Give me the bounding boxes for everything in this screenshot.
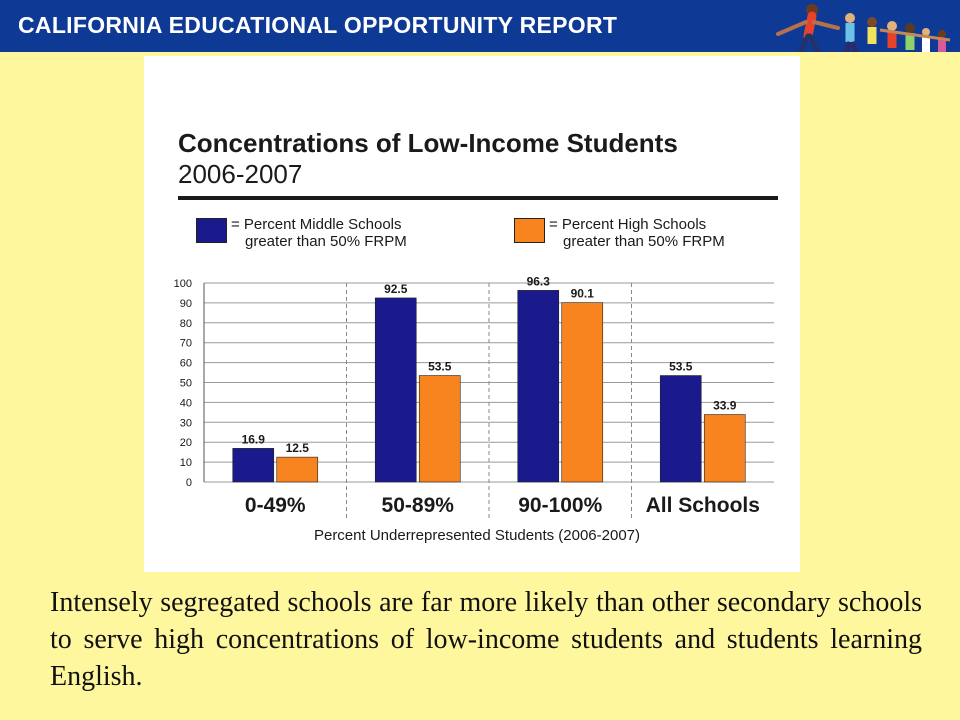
- x-category-label: All Schools: [645, 494, 760, 517]
- bar-high: [277, 457, 318, 482]
- caption-text: Intensely segregated schools are far more likely than other secondary schools to serve high concentrations of low-income students and students learning English.: [50, 587, 922, 692]
- header-banner: [0, 0, 960, 52]
- bar-value-label: 12.5: [285, 441, 309, 456]
- bar-chart: [144, 56, 800, 572]
- legend-label-middle: = Percent Middle Schools: [231, 216, 402, 233]
- chart-title: Concentrations of Low-Income Students: [178, 128, 678, 158]
- y-tick-label: 0: [185, 477, 192, 489]
- legend-label-high: = Percent High Schools: [549, 216, 707, 233]
- bar-value-label: 92.5: [384, 281, 408, 296]
- bar-value-label: 53.5: [669, 359, 693, 374]
- y-tick-label: 50: [179, 377, 192, 390]
- legend-label-high-line2: greater than 50% FRPM: [563, 233, 725, 250]
- bar-high: [562, 303, 603, 482]
- bar-value-label: 53.5: [428, 359, 452, 374]
- y-tick-label: 30: [179, 417, 192, 430]
- y-tick-label: 90: [179, 297, 192, 310]
- bar-middle: [660, 376, 701, 482]
- bar-value-label: 90.1: [570, 286, 594, 301]
- y-tick-label: 100: [173, 278, 192, 290]
- chart-subtitle: 2006-2007: [178, 159, 303, 189]
- bar-value-label: 16.9: [241, 432, 265, 447]
- report-title: CALIFORNIA EDUCATIONAL OPPORTUNITY REPORT: [18, 12, 618, 38]
- bar-middle: [233, 448, 274, 482]
- x-axis-title: Percent Underrepresented Students (2006-2007): [313, 527, 641, 544]
- legend-label-middle-line2: greater than 50% FRPM: [245, 233, 407, 250]
- y-tick-label: 70: [179, 337, 192, 350]
- x-category-label: 90-100%: [518, 494, 603, 517]
- bar-high: [419, 376, 460, 482]
- y-tick-label: 60: [179, 357, 192, 370]
- y-tick-label: 10: [179, 457, 192, 470]
- bar-middle: [518, 290, 559, 482]
- bar-value-label: 96.3: [526, 274, 550, 289]
- bar-high: [704, 415, 745, 482]
- x-category-label: 0-49%: [244, 494, 306, 517]
- bar-middle: [375, 298, 416, 482]
- y-tick-label: 20: [179, 437, 192, 450]
- children-photo: [760, 0, 960, 52]
- x-category-label: 50-89%: [381, 494, 454, 517]
- chart-panel: [144, 56, 800, 572]
- y-tick-label: 80: [179, 317, 192, 330]
- y-tick-label: 40: [179, 397, 192, 410]
- bar-value-label: 33.9: [713, 398, 737, 413]
